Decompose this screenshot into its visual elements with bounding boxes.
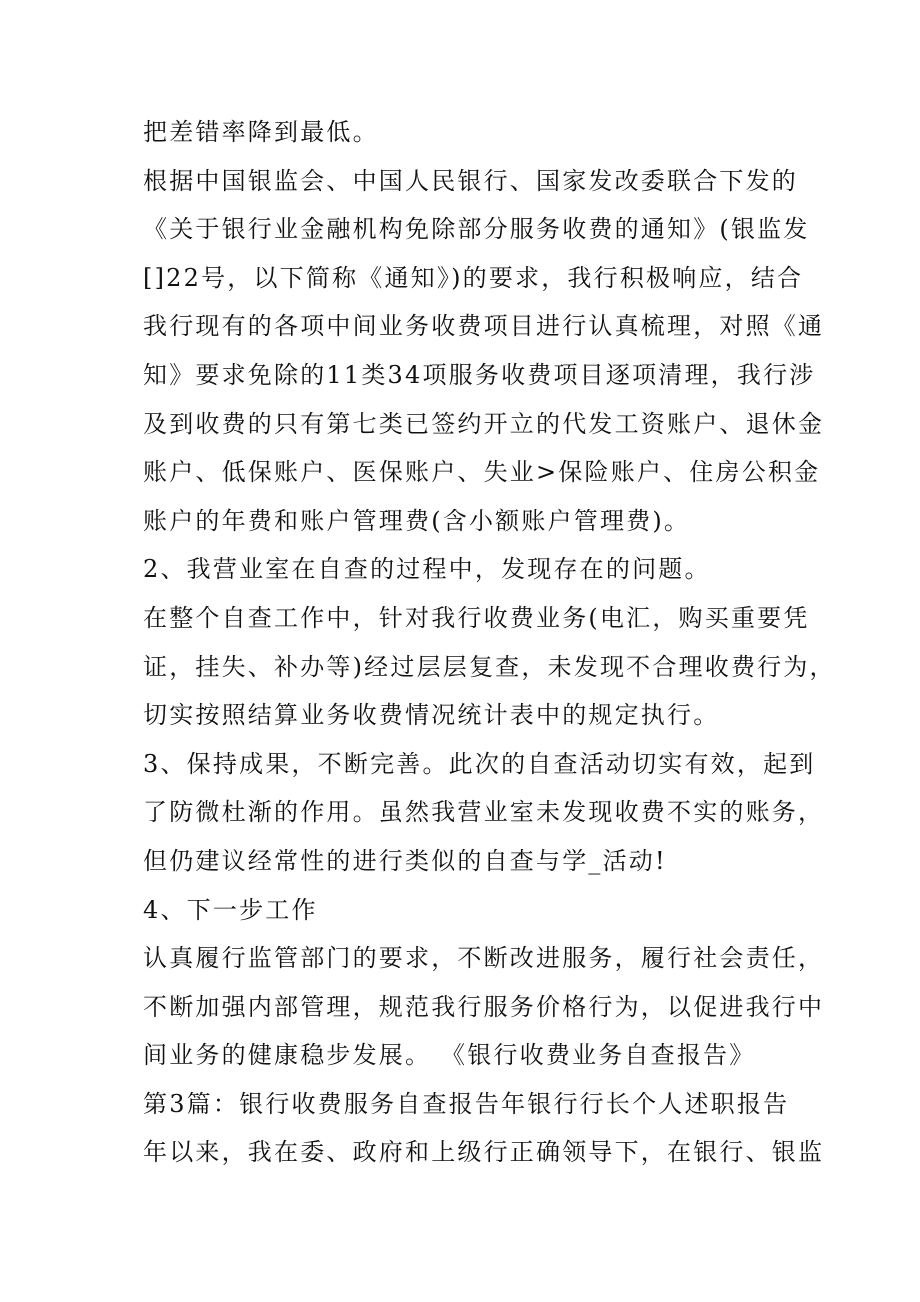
document-body [143, 108, 836, 1177]
text-line: 《关于银行业金融机构免除部分服务收费的通知》(银监发 [143, 215, 810, 244]
text-line: 3、保持成果，不断完善。此次的自查活动切实有效，起到 [143, 749, 816, 778]
text-line: 证，挂失、补办等)经过层层复查，未发现不合理收费行为， [143, 652, 836, 681]
text-line: 2、我营业室在自查的过程中，发现存在的问题。 [143, 555, 711, 584]
text-line: 认真履行监管部门的要求，不断改进服务，履行社会责任， [143, 944, 825, 973]
text-line: 知》要求免除的11类34项服务收费项目逐项清理，我行涉 [143, 360, 816, 389]
text-line: 根据中国银监会、中国人民银行、国家发改委联合下发的 [143, 166, 798, 195]
text-line: 及到收费的只有第七类已签约开立的代发工资账户、退休金 [143, 409, 825, 438]
text-line: 但仍建议经常性的进行类似的自查与学_活动! [143, 846, 667, 875]
text-line: 在整个自查工作中，针对我行收费业务(电汇，购买重要凭 [143, 603, 810, 632]
text-line: 账户的年费和账户管理费(含小额账户管理费)。 [143, 506, 691, 535]
text-line: 账户、低保账户、医保账户、失业>保险账户、住房公积金 [143, 458, 821, 487]
text-line: 了防微杜渐的作用。虽然我营业室未发现收费不实的账务， [143, 798, 825, 827]
text-line: 年以来，我在委、政府和上级行正确领导下，在银行、银监 [143, 1138, 825, 1167]
text-line: 不断加强内部管理，规范我行服务价格行为，以促进我行中 [143, 992, 825, 1021]
text-line: []22号，以下简称《通知》)的要求，我行积极响应，结合 [143, 263, 804, 292]
text-line: 我行现有的各项中间业务收费项目进行认真梳理，对照《通 [143, 312, 825, 341]
text-line: 切实按照结算业务收费情况统计表中的规定执行。 [143, 701, 720, 730]
text-line: 第3篇：银行收费服务自查报告年银行行长个人述职报告 [143, 1089, 790, 1118]
text-line: 4、下一步工作 [143, 895, 318, 924]
text-line: 间业务的健康稳步发展。 《银行收费业务自查报告》 [143, 1041, 756, 1070]
text-line: 把差错率降到最低。 [143, 118, 379, 146]
